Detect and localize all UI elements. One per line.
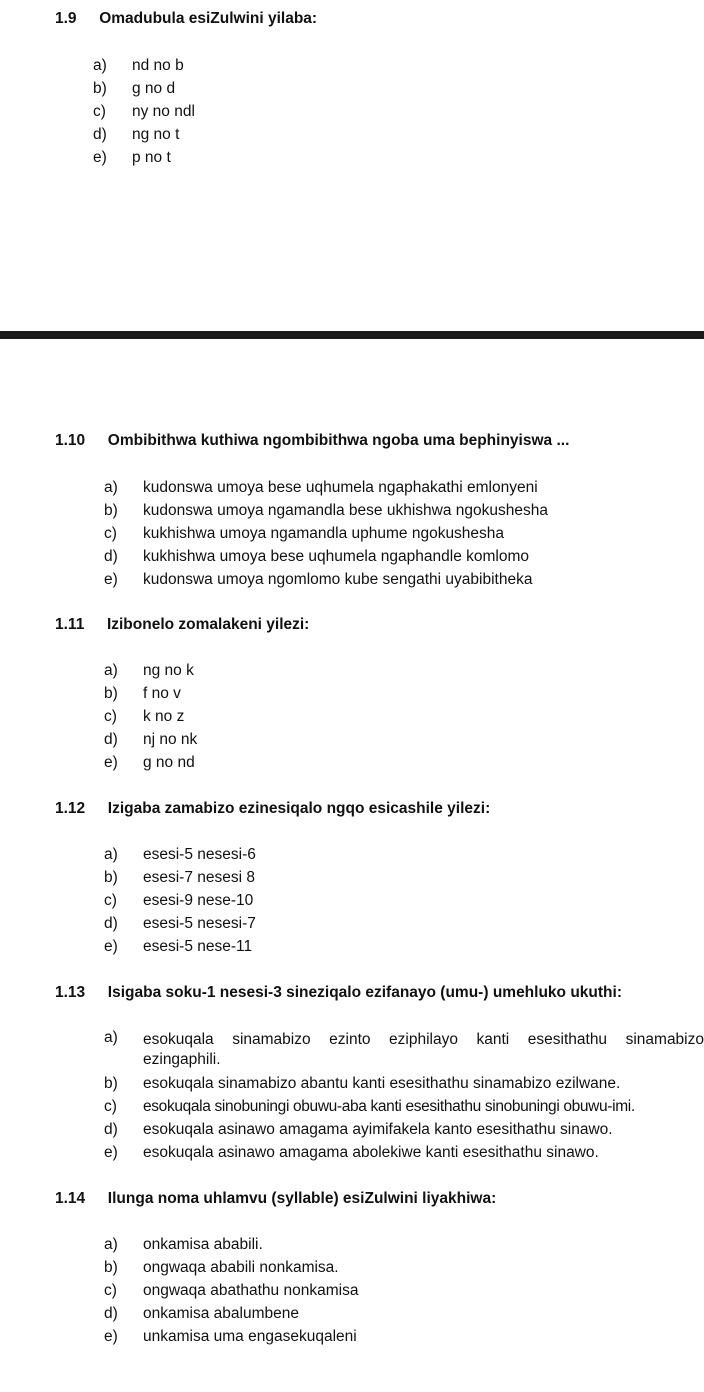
option-label: a) [104,479,118,496]
option-text: esokuqala asinawo amagama abolekiwe kanti esesithathu sinawo. [143,1144,599,1161]
option-label: a) [104,1029,118,1046]
option-label: d) [93,126,107,143]
option-label: c) [104,892,117,909]
option-text: g no nd [143,754,195,771]
option-label: b) [93,80,107,97]
option-text: esesi-5 nesesi-6 [143,846,256,863]
option-label: e) [104,754,118,771]
option-text: g no d [132,80,176,97]
option-label: c) [104,525,117,542]
question-text: Ombibithwa kuthiwa ngombibithwa ngoba uma bephinyiswa ... [107,432,570,449]
option-label: d) [104,731,118,748]
option-label: c) [104,708,117,725]
option-label: d) [104,548,118,565]
question-text: Isigaba soku-1 nesesi-3 sineziqalo ezifanayo (umu-) umehluko ukuthi: [107,984,622,1001]
question-text: Ilunga noma uhlamvu (syllable) esiZulwini liyakhiwa: [107,1190,497,1207]
question-text: Izibonelo zomalakeni yilezi: [106,616,310,633]
option-label: a) [104,846,118,863]
option-text: ongwaqa abathathu nonkamisa [143,1282,359,1299]
option-text: onkamisa ababili. [143,1236,263,1253]
option-text: unkamisa uma engasekuqaleni [143,1328,357,1345]
option-label: e) [104,938,118,955]
question-text: Izigaba zamabizo ezinesiqalo ngqo esicashile yilezi: [107,800,491,817]
option-text: kudonswa umoya ngomlomo kube sengathi uyabibitheka [143,571,533,588]
option-label: b) [104,1259,118,1276]
question-1-10-heading [55,432,569,450]
option-text: f no v [143,685,181,702]
option-text: onkamisa abalumbene [143,1305,299,1322]
option-text: ng no t [132,126,180,143]
option-label: a) [104,662,118,679]
option-label: d) [104,1121,118,1138]
question-1-13-heading [55,984,622,1002]
option-text: nd no b [132,57,184,74]
option-text: esesi-7 nesesi 8 [143,869,256,886]
option-label: c) [104,1282,117,1299]
option-text: esesi-9 nese-10 [143,892,254,909]
option-text: ng no k [143,662,194,679]
option-text: ny no ndl [132,103,195,120]
option-text: kudonswa umoya bese uqhumela ngaphakathi emlonyeni [143,479,538,496]
question-number: 1.12 [55,800,86,817]
option-label: d) [104,1305,118,1322]
option-text: kukhishwa umoya ngamandla uphume ngokushesha [143,525,505,542]
option-label: b) [104,1075,118,1092]
option-text: k no z [143,708,185,725]
option-text: esesi-5 nese-11 [143,938,253,955]
option-label: e) [104,571,118,588]
question-1-9-heading [55,10,317,28]
option-text: kudonswa umoya ngamandla bese ukhishwa ngokushesha [143,502,548,519]
option-text: esesi-5 nesesi-7 [143,915,256,932]
page-divider [0,331,704,339]
option-label: b) [104,685,118,702]
option-text: esokuqala asinawo amagama ayimifakela kanto esesithathu sinawo. [143,1121,613,1138]
option-text: p no t [132,149,171,166]
question-1-11-heading [55,616,309,634]
option-label: b) [104,869,118,886]
question-number: 1.10 [55,432,86,449]
option-text: ongwaqa ababili nonkamisa. [143,1259,339,1276]
question-1-12-heading [55,800,490,818]
option-label: a) [104,1236,118,1253]
option-text: nj no nk [143,731,198,748]
option-label: e) [93,149,107,166]
option-text: esokuqala sinamabizo abantu kanti esesithathu sinamabizo ezilwane. [143,1075,621,1092]
option-label: c) [104,1098,117,1115]
question-1-14-heading [55,1190,496,1208]
question-number: 1.13 [55,984,86,1001]
option-label: e) [104,1144,118,1161]
option-a-text-line1: esokuqala sinamabizo ezinto eziphilayo kanti esesithathu sinamabizo [143,1031,704,1048]
option-label: a) [93,57,107,74]
option-text: kukhishwa umoya bese uqhumela ngaphandle komlomo [143,548,530,565]
question-number: 1.14 [55,1190,86,1207]
option-label: b) [104,502,118,519]
option-a-text-line2: ezingaphili. [143,1051,221,1068]
option-label: e) [104,1328,118,1345]
option-label: c) [93,103,106,120]
question-number: 1.9 [55,10,77,27]
question-number: 1.11 [55,616,85,633]
option-text: esokuqala sinobuningi obuwu-aba kanti esesithathu sinobuningi obuwu-imi. [143,1098,635,1115]
option-label: d) [104,915,118,932]
question-text: Omadubula esiZulwini yilaba: [99,10,318,27]
